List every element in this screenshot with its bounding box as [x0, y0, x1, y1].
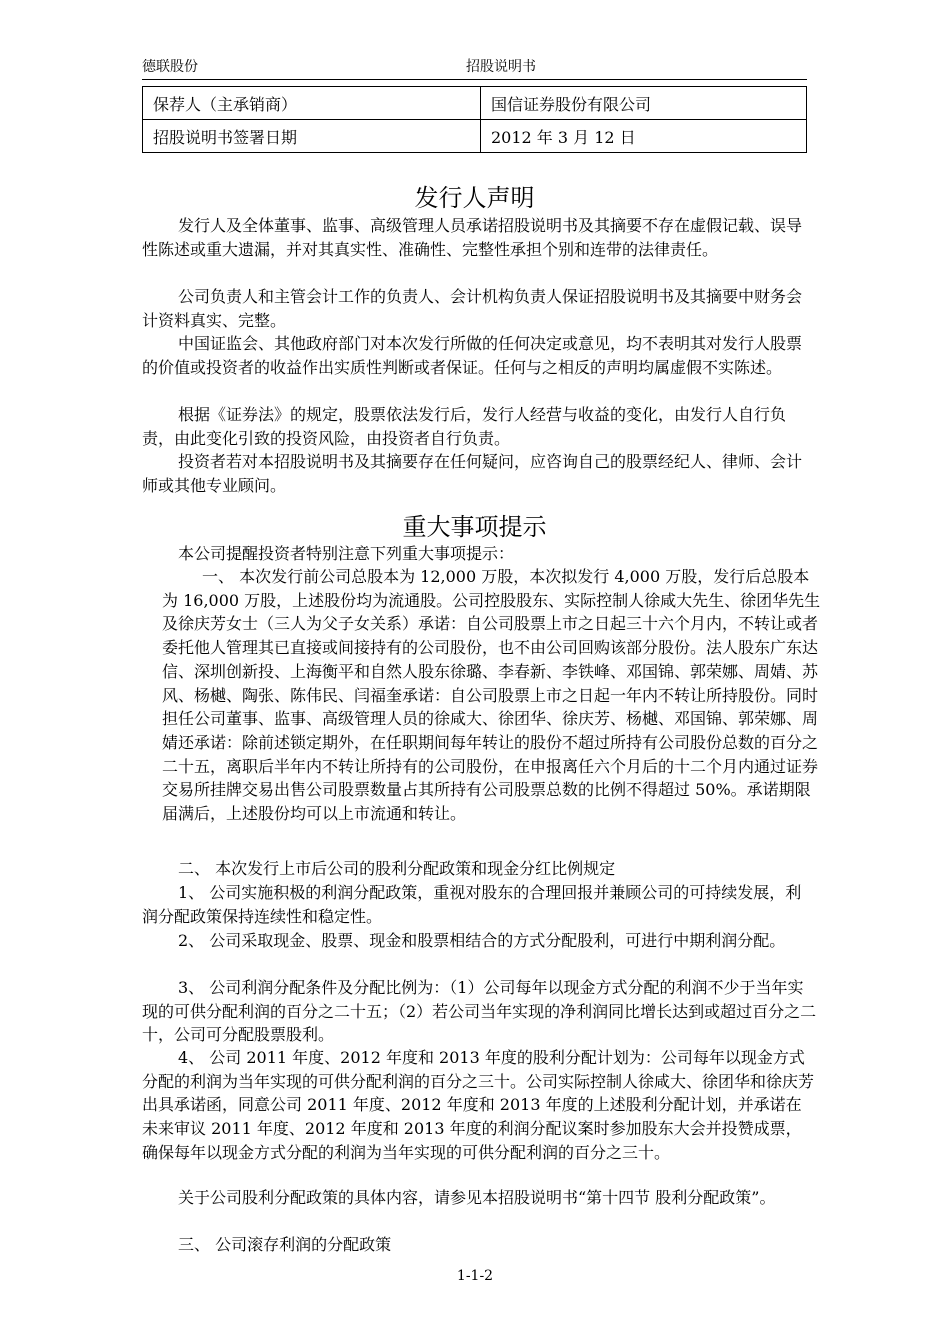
declaration-paragraph: 中国证监会、其他政府部门对本次发行所做的任何决定或意见，均不表明其对发行人股票的价值或投资者的收益作出实质性判断或者保证。任何与之相反的声明均属虚假不实陈述。 — [142, 334, 803, 377]
page-number: 1-1-2 — [456, 1268, 494, 1284]
declaration-paragraph: 发行人及全体董事、监事、高级管理人员承诺招股说明书及其摘要不存在虚假记载、误导性陈述或重大遗漏，并对其真实性、准确性、完整性承担个别和连带的法律责任。 — [142, 216, 803, 259]
major-matter-item-1: 一、 本次发行前公司总股本为 12,000 万股，本次拟发行 4,000 万股，发行后总股本为 16,000 万股，上述股份均为流通股。公司控股股东、实际控制人徐咸大先生、徐团华先生及徐庆芳女士（三人为父子女关系）承诺：自公司股票上市之日起三十六个月内，不转让或者委托他人管理其已直接或间接持有的公司股份，也不由公司回购该部分股份。法人股东广东达信、深圳创新投、上海衡平和自然人股东徐璐、李春新、李铁峰、邓国锦、郭荣娜、周婧、苏风、杨樾、陶张、陈伟民、闫福奎承诺：自公司股票上市之日起一年内不转让所持股份。同时担任公司董事、监事、高级管理人员的徐咸大、徐团华、徐庆芳、杨樾、邓国锦、郭荣娜、周婧还承诺：除前述锁定期外，在任职期间每年转让的股份不超过所持有公司股份总数的百分之二十五，离职后半年内不转让所持有的公司股份，在申报离任六个月后的十二个月内通过证券交易所挂牌交易出售公司股票数量占其所持有公司股票总数的比例不得超过 50%。承诺期限届满后，上述股份均可以上市流通和转让。 — [162, 567, 821, 824]
info-table — [142, 86, 807, 153]
sponsor-label: 保荐人（主承销商） — [143, 87, 481, 120]
major-matter-item-2-title: 二、 本次发行上市后公司的股利分配政策和现金分红比例规定 — [178, 859, 616, 878]
dividend-policy-point: 2、 公司采取现金、股票、现金和股票相结合的方式分配股利，可进行中期利润分配。 — [178, 931, 786, 950]
dividend-policy-point: 4、 公司 2011 年度、2012 年度和 2013 年度的股利分配计划为：公司每年以现金方式分配的利润为当年实现的可供分配利润的百分之三十。公司实际控制人徐咸大、徐团华和徐庆芳出具承诺函，同意公司 2011 年度、2012 年度和 2013 年度的上述股利分配计划，并承诺在未来审议 2011 年度、2012 年度和 2013 年度的利润分配议案时参加股东大会并投赞成票，确保每年以现金方式分配的利润为当年实现的可供分配利润的百分之三十。 — [142, 1048, 815, 1162]
major-matters-title: 重大事项提示 — [402, 513, 547, 541]
dividend-policy-point: 1、 公司实施积极的利润分配政策，重视对股东的合理回报并兼顾公司的可持续发展，利润分配政策保持连续性和稳定性。 — [142, 883, 802, 926]
header-company: 德联股份 — [142, 59, 198, 75]
dividend-policy-point: 3、 公司利润分配条件及分配比例为：（1）公司每年以现金方式分配的利润不少于当年实现的可供分配利润的百分之二十五；（2）若公司当年实现的净利润同比增长达到或超过百分之二十，公司可分配股票股利。 — [142, 978, 817, 1045]
dividend-policy-reference: 关于公司股利分配政策的具体内容，请参见本招股说明书“第十四节 股利分配政策”。 — [178, 1188, 776, 1207]
header-doc-title: 招股说明书 — [466, 59, 536, 75]
declaration-paragraph: 根据《证券法》的规定，股票依法发行后，发行人经营与收益的变化，由发行人自行负责，由此变化引致的投资风险，由投资者自行负责。 — [142, 405, 787, 448]
table-row — [143, 120, 807, 153]
declaration-title: 发行人声明 — [414, 184, 535, 212]
header-divider — [142, 79, 807, 80]
major-matter-item-3-title: 三、 公司滚存利润的分配政策 — [178, 1235, 392, 1254]
declaration-paragraph: 投资者若对本招股说明书及其摘要存在任何疑问，应咨询自己的股票经纪人、律师、会计师或其他专业顾问。 — [142, 452, 803, 495]
major-matters-intro: 本公司提醒投资者特别注意下列重大事项提示： — [178, 544, 515, 563]
sponsor-value: 国信证券股份有限公司 — [481, 87, 807, 120]
declaration-paragraph: 公司负责人和主管会计工作的负责人、会计机构负责人保证招股说明书及其摘要中财务会计资料真实、完整。 — [142, 287, 803, 330]
sign-date-label: 招股说明书签署日期 — [143, 120, 481, 153]
sign-date-value: 2012 年 3 月 12 日 — [481, 120, 807, 153]
table-row — [143, 87, 807, 120]
